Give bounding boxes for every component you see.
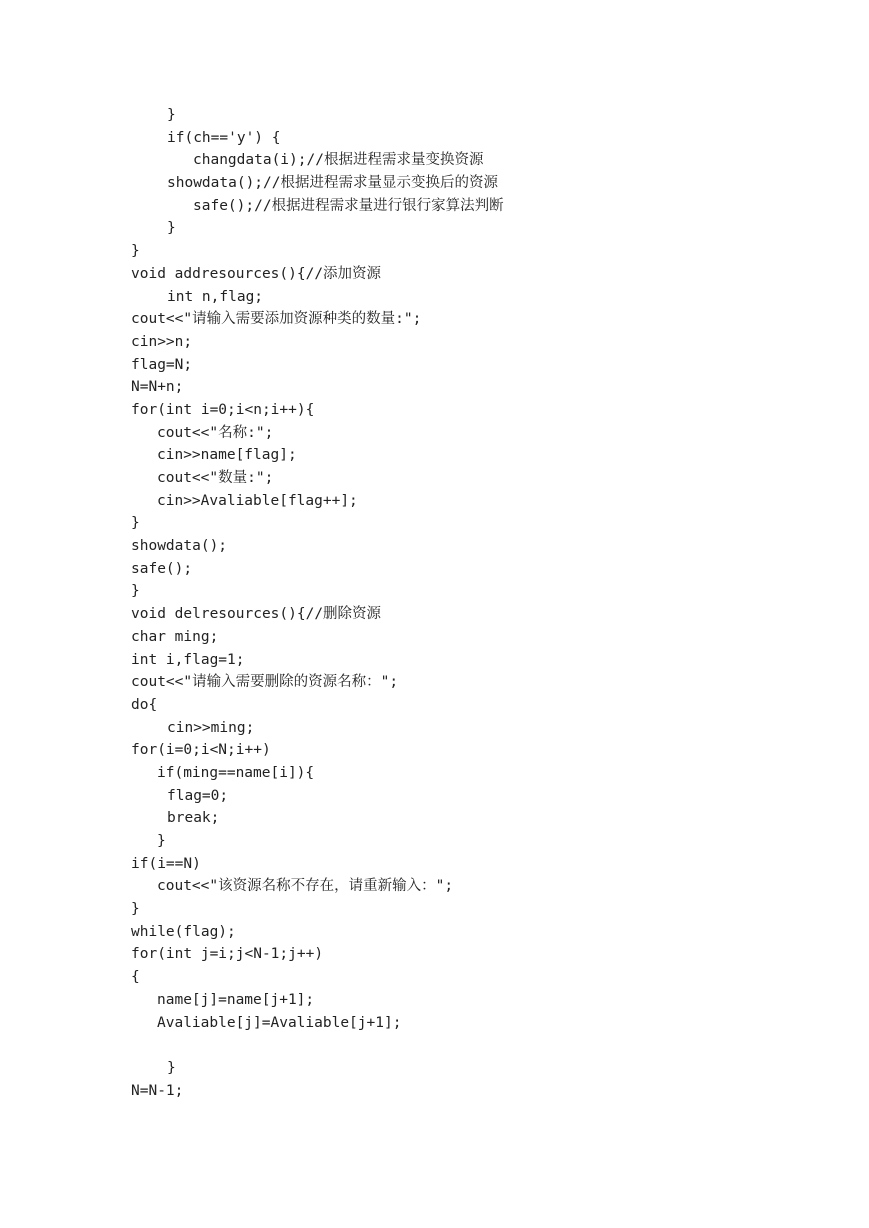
code-line: cout<<"名称:";: [157, 424, 274, 441]
code-line: }: [131, 583, 140, 600]
code-line: for(int i=0;i<n;i++){: [131, 401, 315, 418]
code-line: cout<<"该资源名称不存在，请重新输入：";: [157, 878, 454, 895]
code-line: [131, 1034, 851, 1057]
code-line: for(int j=i;j<N-1;j++): [131, 946, 324, 963]
code-line: cout<<"请输入需要删除的资源名称：";: [131, 674, 399, 691]
code-line: void addresources(){//添加资源: [131, 265, 382, 282]
code-line: }: [131, 515, 140, 532]
code-line: safe();//根据进程需求量进行银行家算法判断: [193, 197, 504, 214]
code-line: showdata();//根据进程需求量显示变换后的资源: [167, 175, 498, 192]
code-line: name[j]=name[j+1];: [157, 991, 315, 1008]
code-line: }: [167, 1059, 176, 1076]
code-line: changdata(i);//根据进程需求量变换资源: [193, 152, 484, 169]
code-line: flag=0;: [167, 787, 229, 804]
code-line: char ming;: [131, 628, 219, 645]
code-line: }: [167, 107, 176, 123]
code-line: int i,flag=1;: [131, 651, 245, 668]
code-line: N=N-1;: [131, 1082, 184, 1099]
code-line: do{: [131, 696, 158, 713]
code-line: flag=N;: [131, 356, 193, 373]
code-line: int n,flag;: [167, 288, 264, 305]
code-line: showdata();: [131, 538, 228, 555]
code-line: }: [157, 833, 166, 849]
code-line: safe();: [131, 560, 193, 577]
code-line: Avaliable[j]=Avaliable[j+1];: [157, 1014, 402, 1031]
code-line: if(i==N): [131, 855, 201, 872]
code-line: void delresources(){//删除资源: [131, 606, 382, 623]
code-line: }: [131, 901, 140, 918]
code-line: cin>>ming;: [167, 719, 255, 736]
code-line: for(i=0;i<N;i++): [131, 742, 271, 759]
code-line: cout<<"请输入需要添加资源种类的数量:";: [131, 311, 422, 328]
code-line: }: [131, 243, 140, 260]
code-line: cin>>Avaliable[flag++];: [157, 492, 358, 509]
code-line: cin>>n;: [131, 333, 193, 350]
code-line: cout<<"数量:";: [157, 470, 274, 486]
code-line: N=N+n;: [131, 379, 184, 396]
code-line: while(flag);: [131, 923, 236, 940]
code-line: {: [131, 969, 140, 986]
code-line: if(ming==name[i]){: [157, 764, 315, 781]
code-line: if(ch=='y') {: [167, 129, 281, 146]
code-listing: [131, 104, 851, 1102]
code-line: break;: [167, 810, 220, 827]
code-line: cin>>name[flag];: [157, 447, 297, 464]
code-line: }: [167, 220, 176, 237]
